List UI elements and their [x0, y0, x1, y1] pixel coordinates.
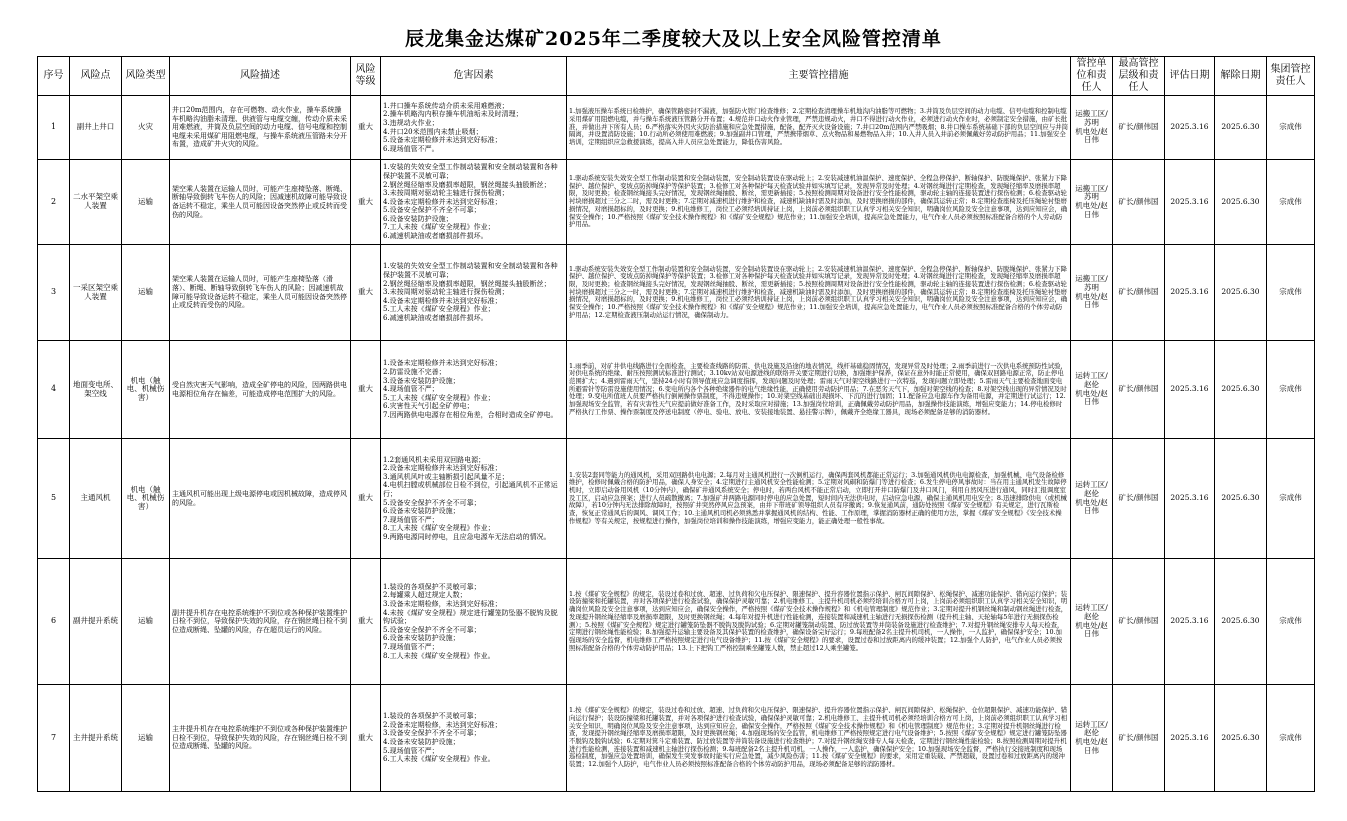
- risk-type-cell: 运输: [122, 245, 170, 341]
- control-unit-cell: 运搬工区/苏明 机电处/赵日伟: [1071, 245, 1113, 341]
- risk-description-cell: 受自然灾害天气影响，造成全矿停电的风险，因两路供电电源相位角存在偏差，可能造成停电范围扩大的风险。: [170, 341, 351, 439]
- header-risk-level: 风险等级: [351, 57, 381, 96]
- evaluation-date-cell: 2025.3.16: [1165, 160, 1215, 245]
- page-title: 辰龙集金达煤矿2025年二季度较大及以上安全风险管控清单: [405, 28, 942, 50]
- risk-point-cell: 主井提升系统: [70, 685, 122, 792]
- risk-level-cell: 重大: [351, 685, 381, 792]
- top-control-level-cell: 矿长/颜伟国: [1113, 96, 1165, 160]
- risk-type-cell: 机电（触电、机械伤害）: [122, 439, 170, 559]
- risk-point-cell: 副井上井口: [70, 96, 122, 160]
- risk-description-cell: 井口20m范围内，存在可燃物、动火作业，操车系统操车机略沟油脂未清理、供液管与电缆交缠，传动介质未采用难燃液，井筒及负层空间的动力电缆、信号电缆和控制电缆未采用煤矿用阻燃电缆，与操车系统液压管路未分开布置，造成矿井火灾的风险。: [170, 96, 351, 160]
- control-unit-cell: 运转工区/赵伦 机电处/赵日伟: [1071, 341, 1113, 439]
- control-unit-cell: 运搬工区/苏明 机电处/赵日伟: [1071, 160, 1113, 245]
- hazard-factors-cell: 1.设备未定期检修并未达到完好标准； 2.防雷设施不完善； 3.设备未安装防护设施； 4.现场值管不严； 5.工人未按《煤矿安全规程》作业； 6.灾害性天气引起全矿停电； 7.因两路供电电源存在相位角差，合相时造成全矿停电。: [381, 341, 567, 439]
- table-row: [38, 245, 1315, 341]
- control-measures-cell: 1.按《煤矿安全规程》的规定，装设过卷和过放、超速、过负荷和欠电压保护、限速保护、提升容器位置指示保护、闸瓦间隙保护、松绳保护、仓位超限保护、减速功能保护、错向运行保护；装设防撞梁和托罐装置，并对各项保护进行检查试验，确保保护灵敏可靠；2.机电维修工、主提升机司机必须经培训合格方可上岗，上岗前必须组织职工认真学习相关安全知识，明确岗位风险及安全注意事项，达到应知应会，确保安全操作，严格按照《煤矿安全技术操作规程》和《机电管理制度》规范作业；3.定期对提升机钢丝绳进行检查，发现提升钢丝绳径缩率及磨损率超限，及时更换钢丝绳；4.加强现场的安全监管，机电维修工严格按照规定进行电气设备维护；5.按照《煤矿安全规程》规定进行罐笼防坠器不脱钩及脱钩试验；6.定期对箕斗定重装置、防过放装置等井筒装备设施进行检查维护；7.对提升钢丝绳安排专人每天检查，定期进行钢丝绳性能检验；8.按照检测周期对提升机进行性能检测，连接装置和减速机主轴进行探伤检测；9.每班配备2名主提升机司机，一人操作，一人监护，确保保护安全；10.加强现场安全监督，严格执行交接班制度和现场巡检制度，加强应急处置培训，确保发生突发事故时能实行应急处置，减少风险伤害；11.按《煤矿安全规程》的要求，采用定重装载、严禁超载，设置过卷和过放距离内的缓冲装置；12.加强个人防护，电气作业人员必须按照标准配备合格的个体劳动防护用品，现场必须配备足够的消防器材。: [567, 685, 1071, 792]
- release-date-cell: 2025.6.30: [1215, 341, 1267, 439]
- risk-level-cell: 重大: [351, 439, 381, 559]
- group-responsible-cell: 宗成伟: [1267, 559, 1315, 685]
- control-measures-cell: 1.按《煤矿安全规程》的规定，装设过卷和过放、超速、过负荷和欠电压保护、限速保护、提升容器位置指示保护、闸瓦间隙保护、松绳保护、减速功能保护、错向运行保护；装设防撞梁和托罐装置，并对各项保护进行检查试验，确保保护灵敏可靠；2.机电维修工、主提升机司机必须经培训合格方可上岗，上岗前必须组织职工认真学习相关安全知识，明确岗位风险及安全注意事项，达到应知应会，确保安全操作，严格按照《煤矿安全技术操作规程》和《机电管理制度》规范作业；3.定期对提升机钢丝绳和制动钢丝绳进行检查，发现提升钢丝绳径缩率及磨损率超限，及时更换钢丝绳；4.每年对提升机进行性能检测，连接装置和减速机主轴进行无损探伤检测（提升机主轴、天轮轴每5年进行无损探伤检测）；5.按照《煤矿安全规程》规定进行罐笼防坠器不脱钩及脱钩试验；6.定期对罐笼制动装置、防过放装置等并筒装备设施进行检查维护；7.对提升钢丝绳安排专人每天检查，定期进行钢丝绳性能检验；8.加强提升运输主要设备及其保护装置的检查维护，确保设备完好运行；9.每班配备2名主提升机司机，一人操作，一人监护，确保保护安全；10.加强现场的安全监督，机电维修工严格按照规定进行电气设备维护；11.按《煤矿安全规程》的要求，设置过卷和过放距离内的缓冲装置；12.加强个人防护，电气作业人员必须按照标准配备合格的个体劳动防护用品；13.上下把钩工严格控制乘坐罐笼人数，禁止超过12人乘坐罐笼。: [567, 559, 1071, 685]
- header-hazard-factors: 危害因素: [381, 57, 567, 96]
- release-date-cell: 2025.6.30: [1215, 96, 1267, 160]
- header-control-measures: 主要管控措施: [567, 57, 1071, 96]
- header-seq: 序号: [38, 57, 70, 96]
- top-control-level-cell: 矿长/颜伟国: [1113, 559, 1165, 685]
- top-control-level-cell: 矿长/颜伟国: [1113, 245, 1165, 341]
- seq-cell: 3: [38, 245, 70, 341]
- group-responsible-cell: 宗成伟: [1267, 685, 1315, 792]
- group-responsible-cell: 宗成伟: [1267, 96, 1315, 160]
- seq-cell: 7: [38, 685, 70, 792]
- header-evaluation-date: 评估日期: [1165, 57, 1215, 96]
- release-date-cell: 2025.6.30: [1215, 685, 1267, 792]
- seq-cell: 5: [38, 439, 70, 559]
- risk-type-cell: 运输: [122, 559, 170, 685]
- hazard-factors-cell: 1.装设的各项保护不灵敏可靠； 2.每罐乘人超过规定人数； 3.设备未定期检修，未达到完好标准； 4.未按《煤矿安全规程》规定进行罐笼防坠器不脱钩及脱钩试验； 5.设备安全保护不齐全不可靠； 6.设备未安装防护设施； 7.现场值管不严； 8.工人未按《煤矿安全规程》作业。: [381, 559, 567, 685]
- group-responsible-cell: 宗成伟: [1267, 160, 1315, 245]
- evaluation-date-cell: 2025.3.16: [1165, 245, 1215, 341]
- risk-type-cell: 运输: [122, 685, 170, 792]
- evaluation-date-cell: 2025.3.16: [1165, 559, 1215, 685]
- table-row: [38, 160, 1315, 245]
- risk-description-cell: 主井提升机存在电控系统维护不到位或各种保护装置维护日检不到位，导致保护失效的风险，存在钢丝绳日检不到位造成断绳、坠罐的风险。: [170, 685, 351, 792]
- table-header-row: [38, 57, 1315, 96]
- risk-level-cell: 重大: [351, 245, 381, 341]
- top-control-level-cell: 矿长/颜伟国: [1113, 341, 1165, 439]
- evaluation-date-cell: 2025.3.16: [1165, 439, 1215, 559]
- hazard-factors-cell: 1.2套通风机未采用双回路电源； 2.设备未定期检修并未达到完好标准； 3.通风机风叶或主轴断损引起风量不足； 4.电机扫膛或机械部位日检不到位，引起通风机不正常运行； 5.设备安全保护不齐全不可靠； 6.设备未安装防护设施； 7.现场值管不严； 8.工人未按《煤矿安全规程》作业； 9.两路电源同时停电，且应急电源车无法启动的情况。: [381, 439, 567, 559]
- risk-description-cell: 架空乘人装置在运输人员时，可能产生座椅坠落（滑落）、断绳、断轴导致倒转飞车伤人的风险；因减速机故障可能导致设备运转不稳定，乘坐人员可能因设备突然停止或反转而受伤的风险。: [170, 245, 351, 341]
- header-control-unit: 管控单位和责任人: [1071, 57, 1113, 96]
- hazard-factors-cell: 1.装设的各项保护不灵敏可靠； 2.设备未定期检修，未达到完好标准； 3.设备安全保护不齐全不可靠； 4.设备未安装防护设施； 5.现场值管不严； 6.工人未按《煤矿安全规程》作业。: [381, 685, 567, 792]
- risk-point-cell: 主通风机: [70, 439, 122, 559]
- group-responsible-cell: 宗成伟: [1267, 341, 1315, 439]
- table-row: [38, 685, 1315, 792]
- risk-level-cell: 重大: [351, 559, 381, 685]
- top-control-level-cell: 矿长/颜伟国: [1113, 439, 1165, 559]
- evaluation-date-cell: 2025.3.16: [1165, 685, 1215, 792]
- header-risk-description: 风险描述: [170, 57, 351, 96]
- control-unit-cell: 运转工区/赵伦 机电处/赵日伟: [1071, 559, 1113, 685]
- risk-level-cell: 重大: [351, 341, 381, 439]
- risk-description-cell: 架空乘人装置在运输人员时，可能产生座椅坠落、断绳、断轴导致倒转飞车伤人的风险；因减速机故障可能导致设备运转不稳定，乘坐人员可能因设备突然停止或反转而受伤的风险。: [170, 160, 351, 245]
- release-date-cell: 2025.6.30: [1215, 245, 1267, 341]
- risk-point-cell: 地面变电所、架空线: [70, 341, 122, 439]
- group-responsible-cell: 宗成伟: [1267, 245, 1315, 341]
- seq-cell: 4: [38, 341, 70, 439]
- control-unit-cell: 运搬工区/苏明 机电处/赵日伟: [1071, 96, 1113, 160]
- top-control-level-cell: 矿长/颜伟国: [1113, 160, 1165, 245]
- evaluation-date-cell: 2025.3.16: [1165, 96, 1215, 160]
- seq-cell: 6: [38, 559, 70, 685]
- group-responsible-cell: 宗成伟: [1267, 439, 1315, 559]
- risk-level-cell: 重大: [351, 160, 381, 245]
- control-measures-cell: 1.雨季前，对矿井供电线路进行全面检查，主要检查线路的防雷、供电设施及沿途的地表情况，线杆基础稳固情况，发现异常及时处理；2.雨季前进行一次供电系统预防性试验，对供电系统的绝缘、耐压按照测试标准进行测试；3.10kv站双电源进线的联络开关要定期进行切换，加强维护保养，保证在意外时能正常使用，确保双回路电源正常，防止停电范围扩大；4.遇到雷雨天气，坚持24小时有领导值班应急调度指挥，发现问题及时处理；雷雨天气对架空线路进行一次特巡，发现问题立即处理；5.雷雨天气主要检查地面变电所避雷针等防雷设施使用情况；6.变电所内各个各种绝缘器件的电气绝缘性能，正确使用劳动防护用品；7.在恶劣天气下，加强对架空线的检查；8.对架空线出现的异常情况及时处理；9.变电所值班人员要严格执行倒闸操作票制度，不得违规操作；10.对架空线基础出现损坏、下沉的进行加固；11.配备应急电源车作为备用电源，并定期进行试运行；12.加强现场安全监管，若有灾害性天气应提前做好准备工作，及时采取应对措施；13.加强岗位培训，正确佩戴劳动防护用品，加强操作技能演练，增强应变能力；14.停电检修时严格执行工作票、操作票制度及停送电制度（停电、验电、放电、安装接地装置、悬挂警示牌），佩戴齐全绝缘工器具，现场必须配备足够的消防器材。: [567, 341, 1071, 439]
- risk-level-cell: 重大: [351, 96, 381, 160]
- risk-control-table: [37, 56, 1315, 792]
- evaluation-date-cell: 2025.3.16: [1165, 341, 1215, 439]
- top-control-level-cell: 矿长/颜伟国: [1113, 685, 1165, 792]
- risk-description-cell: 副井提升机存在电控系统维护不到位或各种保护装置维护日检不到位，导致保护失效的风险，存在钢丝绳日检不到位造成断绳、坠罐的风险，存在超员运行的风险。: [170, 559, 351, 685]
- seq-cell: 1: [38, 96, 70, 160]
- risk-type-cell: 机电（触电、机械伤害）: [122, 341, 170, 439]
- control-measures-cell: 1.安装2套同等能力的通风机，采用双回路供电电源；2.每月对主通风机进行一次倒机运行，确保两套风机都能正常运行；3.加强通风机供电电源检查，加强机械、电气设备检修维护，检修时佩戴合格的防护用品，确保人身安全；4.定期进行主通风机安全性能检测；5.定期对风硐和防爆门等进行检查；6.发生停电停风事故时：当在用主通风机发生故障停机时，立即启动备用风机（10分钟内），确保矿井通风系统安全；停电时，若两台风机不能正常启动，立即打开井口防爆门及井口风门，利用自然风压进行通风，同时汇报调度室及工区，启动应急预案；进行人员疏散撤离；7.加强矿井两路电源同时停电的应急处置，短时间内无法供电时，启动应急电源，确保主通风机用电安全；8.迅速排除供电（或机械故障），若10分钟内无法排除故障时，按照矿井突然停风应急预案，由井下带班矿领导组织人员有序撤离；9.恢复通风前，通防处按照《煤矿安全规程》有关规定，进行瓦斯检查，恢复正常通风后的调风、调风工作；10.主通风机司机必须熟悉并掌握通风机的结构、性能、工作原理，掌握消防器材正确的使用方法，掌握《煤矿安全规程》《安全技术操作规程》等有关规定，按规程进行操作，加强岗位培训和操作技能演练，增强应变能力，能正确处理一般性事故。: [567, 439, 1071, 559]
- table-row: [38, 96, 1315, 160]
- header-release-date: 解除日期: [1215, 57, 1267, 96]
- release-date-cell: 2025.6.30: [1215, 439, 1267, 559]
- hazard-factors-cell: 1.井口操车系统传动介质未采用难燃液； 2.操车机略沟内积存操车机油垢未及时清理； 3.违规动火作业； 4.井口20米范围内未禁止吸烟； 5.设备未定期检修并未达到完好标准； 6.现场值管不严。: [381, 96, 567, 160]
- risk-point-cell: 二水平架空乘人装置: [70, 160, 122, 245]
- risk-description-cell: 主通风机可能出现上级电源停电或因机械故障，造成停风的风险。: [170, 439, 351, 559]
- control-measures-cell: 1.驱动系统安装失效安全型工作制动装置和安全制动装置，安全制动装置设在驱动轮上；2.安装减速机油温保护、速度保护、全程急停保护、断轴保护、防脱绳保护、张紧力下降保护、越位保护、变坡点防掉绳保护等保护装置；3.检修工对各种保护每天检查试验并如实填写记录，发现异常及时处理；4.对钢丝绳进行定期检查，发现绳径缩率及磨损率超限，及时更换；检查钢丝绳接头完好情况，发现钢丝绳抽股、断丝，需更新插接；5.按照检测周期对设备进行安全性能检测，驱动轮主轴的连接装置进行探伤检测；6.检查驱动轮衬块磨损超过三分之一时，需及时更换；7.定期对减速机进行维护和检查，减速机缺油时需及时添加，及时更换磨损的部件，确保其运转正常；8.定期检查座椅及托压绳轮衬垫磨损情况，对磨损超标的，及时更换；9.机电维修工，岗位工必须经培训持证上岗，上岗前必须组织职工认真学习相关安全知识，明确岗位风险及安全注意事项，达到应知应会，确保安全操作；10.严格按照《煤矿安全技术操作规程》和《煤矿安全规程》规范作业；11.加强安全培训，提高应急处置能力，电气作业人员必须按照标准配备合格的个体劳动防护用品；12.定期检查液压制动站运行情况，确保制动力。: [567, 245, 1071, 341]
- table-row: [38, 341, 1315, 439]
- header-risk-point: 风险点: [70, 57, 122, 96]
- risk-type-cell: 运输: [122, 160, 170, 245]
- risk-type-cell: 火灾: [122, 96, 170, 160]
- control-unit-cell: 运转工区/赵伦 机电处/赵日伟: [1071, 439, 1113, 559]
- hazard-factors-cell: 1.安装的失效安全型工作制动装置和安全制动装置和各种保护装置不灵敏可靠； 2.钢丝绳径缩率及磨损率超限，钢丝绳接头抽股断丝； 3.未按周期对驱动轮主轴进行探伤检测； 4.设备未定期检修并未达到完好标准； 5.工人未按《煤矿安全规程》作业； 6.减速机缺油或者磨损部件损坏。: [381, 245, 567, 341]
- seq-cell: 2: [38, 160, 70, 245]
- control-measures-cell: 1.驱动系统安装失效安全型工作制动装置和安全制动装置，安全制动装置设在驱动轮上；2.安装减速机油温保护、速度保护、全程急停保护、断轴保护、防脱绳保护、张紧力下降保护、越位保护、变坡点防掉绳保护等保护装置；3.检修工对各种保护每天检查试验并如实填写记录，发现异常及时处理；4.对钢丝绳进行定期检查，发现绳径缩率及磨损率超限，及时更换；检查钢丝绳接头完好情况，发现钢丝绳抽股、断丝，需更新插接；5.按照检测周期对设备进行安全性能检测，驱动轮主轴的连接装置进行探伤检测；6.检查驱动轮衬块磨损超过三分之二时，需及时更换；7.定期对减速机进行维护和检查，减速机缺油时需及时添加，及时更换磨损的部件，确保其运转正常；8.定期检查座椅及托压绳轮衬垫磨损情况，对磨损超标的，及时更换；9.机电维修工，岗位工必须经培训持证上岗，上岗前必须组织职工认真学习相关安全知识，明确岗位风险及安全注意事项，达到应知应会，确保安全操作；10.严格按照《煤矿安全技术操作规程》和《煤矿安全规程》规范作业；11.加强安全培训，提高应急处置能力，电气作业人员必须按照标准配备合格的个人劳动防护用品。: [567, 160, 1071, 245]
- risk-point-cell: 一采区架空乘人装置: [70, 245, 122, 341]
- hazard-factors-cell: 1.安装的失效安全型工作制动装置和安全制动装置和各种保护装置不灵敏可靠； 2.钢丝绳径缩率及磨损率超限，钢丝绳接头抽股断丝； 3.未按周期对驱动轮主轴进行探伤检测； 4.设备未定期检修并未达到完好标准； 5.设备安全保护不齐全不可靠； 6.设备安装防护设施； 7.工人未按《煤矿安全规程》作业； 6.减速机缺油或者磨损部件损坏。: [381, 160, 567, 245]
- risk-point-cell: 副井提升系统: [70, 559, 122, 685]
- table-row: [38, 439, 1315, 559]
- release-date-cell: 2025.6.30: [1215, 559, 1267, 685]
- header-top-control-level: 最高管控层级和责任人: [1113, 57, 1165, 96]
- control-measures-cell: 1.加强液压操车系统日检维护，确保管路密封不漏液，加强防火铁门检查维修；2.定期检查清理操车机地沟内油脂等可燃物；3.井筒及负层空间的动力电缆、信号电缆和控制电缆采用煤矿用阻燃电缆，并与操车系统液压管路分开布置；4.规范井口动火作业管理，严禁违规动火，井口不得进行动火作业，必须进行动火作业时，必须制定安全措施，由矿长批准，并做出并下所有人员；6.严格落实外因火灾防治措施和应急处置措施，配备、配齐灭火设备设施；7.井口20m范围内严禁吸烟；8.井口操车系统基础下部的负层空间应与井筒隔离，并设置消防设施；10.行动所必须使用难燃液；9.加强副井口管理，严禁携带烟草、点火物品和易燃物品入井；10.入井人员入井前必须佩戴好劳动防护用品；11.加强安全培训，定期组织应急救援演练，提高入井人员应急处置能力，降低伤害风险。: [567, 96, 1071, 160]
- header-group-responsible: 集团管控责任人: [1267, 57, 1315, 96]
- table-row: [38, 559, 1315, 685]
- header-risk-type: 风险类型: [122, 57, 170, 96]
- release-date-cell: 2025.6.30: [1215, 160, 1267, 245]
- control-unit-cell: 运转工区/赵伦 机电处/赵日伟: [1071, 685, 1113, 792]
